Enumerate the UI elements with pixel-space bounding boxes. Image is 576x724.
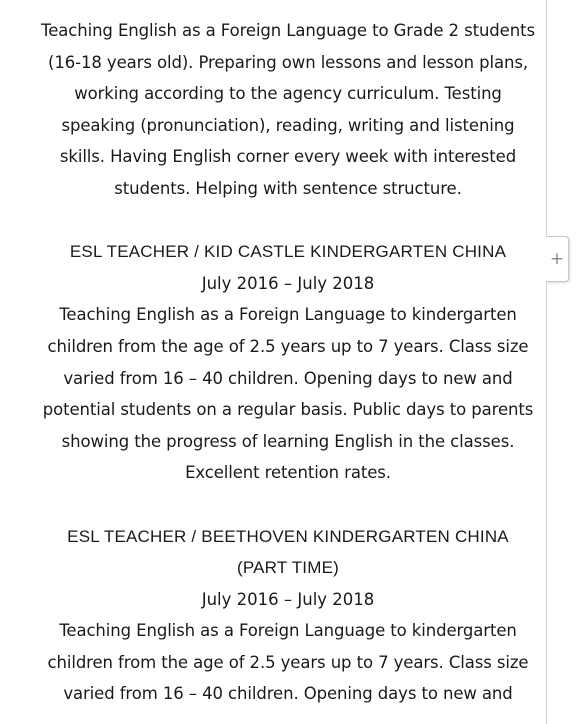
text-line: potential students on a regular basis. Public days to parents — [42, 400, 534, 420]
job-title-suffix: (PART TIME) — [236, 558, 339, 578]
text-line: working according to the agency curriculum. Testing — [74, 84, 502, 104]
text-line: children from the age of 2.5 years up to 7 years. Class size — [47, 336, 529, 356]
add-comment-button[interactable] — [546, 236, 569, 282]
plus-icon: + — [549, 248, 565, 269]
text-line: Teaching English as a Foreign Language to kindergarten — [59, 621, 517, 641]
text-line: (16-18 years old). Preparing own lessons and lesson plans, — [47, 52, 529, 72]
spacer — [26, 205, 546, 237]
text-line: students. Helping with sentence structure. — [114, 178, 462, 198]
spacer — [26, 489, 546, 521]
text-line: skills. Having English corner every week with interested — [59, 147, 517, 167]
comment-margin — [547, 0, 576, 724]
document-body[interactable] — [26, 15, 546, 710]
text-line: Excellent retention rates. — [185, 463, 391, 483]
job-title: ESL TEACHER / KID CASTLE KINDERGARTEN CHINA — [69, 242, 507, 262]
job-dates: July 2016 – July 2018 — [201, 589, 375, 609]
job-title: ESL TEACHER / BEETHOVEN KINDERGARTEN CHINA — [67, 526, 509, 546]
intro-paragraph[interactable] — [26, 15, 546, 205]
text-line: showing the progress of learning English in the classes. — [61, 431, 515, 451]
text-line: varied from 16 – 40 children. Opening days to new and — [63, 368, 513, 388]
text-line: varied from 16 – 40 children. Opening days to new and — [63, 684, 513, 704]
text-line: speaking (pronunciation), reading, writing and listening — [61, 115, 515, 135]
job-entry-kid-castle[interactable] — [26, 236, 546, 489]
text-line: children from the age of 2.5 years up to 7 years. Class size — [47, 652, 529, 672]
job-entry-beethoven[interactable] — [26, 521, 546, 711]
text-line: Teaching English as a Foreign Language to kindergarten — [59, 305, 517, 325]
job-dates: July 2016 – July 2018 — [201, 273, 375, 293]
text-line: Teaching English as a Foreign Language to Grade 2 students — [41, 21, 535, 40]
